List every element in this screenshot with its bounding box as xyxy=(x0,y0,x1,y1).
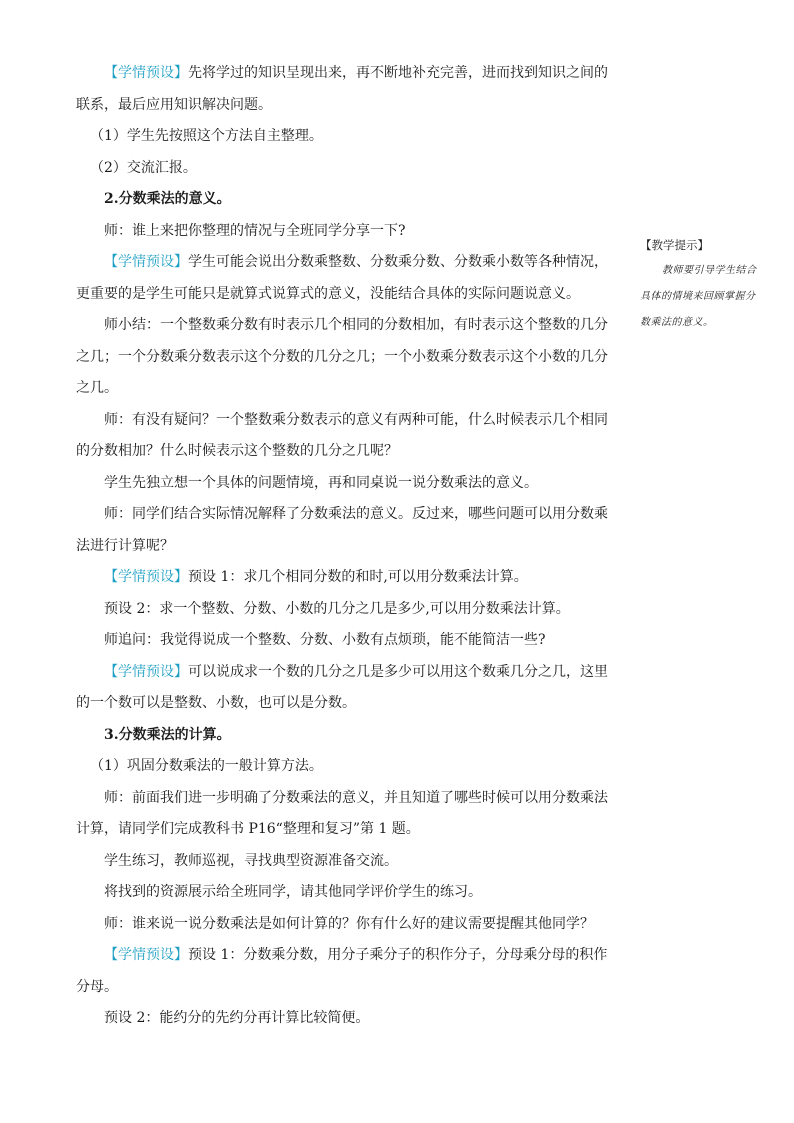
paragraph: 师：有没有疑问？一个整数乘分数表示的意义有两种可能，什么时候表示几个相同的分数相加？什么时候表示这个整数的几分之几呢？ xyxy=(76,411,608,459)
paragraph: 【学情预设】预设 1：求几个相同分数的和时,可以用分数乘法计算。 xyxy=(104,569,528,585)
paragraph: 【学情预设】学生可能会说出分数乘整数、分数乘分数、分数乘小数等各种情况，更重要的是学生可能只是就算式说算式的意义，没能结合具体的实际问题说意义。 xyxy=(76,254,608,302)
paragraph: 【学情预设】可以说成求一个数的几分之几是多少可以用这个数乘几分之几，这里的一个数可以是整数、小数，也可以是分数。 xyxy=(76,663,608,711)
paragraph: 师：谁上来把你整理的情况与全班同学分享一下? xyxy=(104,222,406,239)
preset-tag: 【学情预设】 xyxy=(104,65,188,81)
preset-tag: 【学情预设】 xyxy=(104,254,188,270)
teaching-tip-title: 【教学提示】 xyxy=(640,238,709,252)
paragraph: 【学情预设】先将学过的知识呈现出来，再不断地补充完善，进而找到知识之间的联系，最后应用知识解决问题。 xyxy=(76,65,608,113)
paragraph: 师：同学们结合实际情况解释了分数乘法的意义。反过来，哪些问题可以用分数乘法进行计算呢？ xyxy=(76,506,608,554)
paragraph: 【学情预设】预设 1：分数乘分数，用分子乘分子的积作分子，分母乘分母的积作分母。 xyxy=(76,947,608,995)
teaching-tip xyxy=(640,232,760,336)
paragraph: （1）巩固分数乘法的一般计算方法。 xyxy=(90,758,323,774)
paragraph: 学生先独立想一个具体的问题情境，再和同桌说一说分数乘法的意义。 xyxy=(104,474,538,491)
paragraph: 学生练习，教师巡视，寻找典型资源准备交流。 xyxy=(104,852,398,869)
paragraph: 预设 2：求一个整数、分数、小数的几分之几是多少,可以用分数乘法计算。 xyxy=(104,600,570,617)
paragraph: （1）学生先按照这个方法自主整理。 xyxy=(90,128,323,144)
paragraph: 将找到的资源展示给全班同学，请其他同学评价学生的练习。 xyxy=(104,884,482,900)
teaching-tip-body: 教师要引导学生结合具体的情境来回顾掌握分数乘法的意义。 xyxy=(640,265,757,328)
section-heading: 3.分数乘法的计算。 xyxy=(104,726,231,743)
paragraph: 师小结：一个整数乘分数有时表示几个相同的分数相加，有时表示这个整数的几分之几；一个分数乘分数表示这个分数的几分之几；一个小数乘分数表示这个小数的几分之几。 xyxy=(76,317,608,396)
paragraph: （2）交流汇报。 xyxy=(90,159,197,176)
paragraph: 师追问：我觉得说成一个整数、分数、小数有点烦琐，能不能简洁一些? xyxy=(104,632,546,648)
section-heading: 2.分数乘法的意义。 xyxy=(104,191,231,207)
paragraph: 师：前面我们进一步明确了分数乘法的意义，并且知道了哪些时候可以用分数乘法计算，请同学们完成教科书 P16“整理和复习”第 1 题。 xyxy=(76,789,608,837)
lesson-body xyxy=(76,58,616,1035)
preset-tag: 【学情预设】 xyxy=(104,947,188,963)
preset-tag: 【学情预设】 xyxy=(104,663,188,680)
preset-tag: 【学情预设】 xyxy=(104,569,188,585)
paragraph: 师：谁来说一说分数乘法是如何计算的？你有什么好的建议需要提醒其他同学？ xyxy=(104,915,594,932)
paragraph: 预设 2：能约分的先约分再计算比较简便。 xyxy=(104,1010,370,1026)
